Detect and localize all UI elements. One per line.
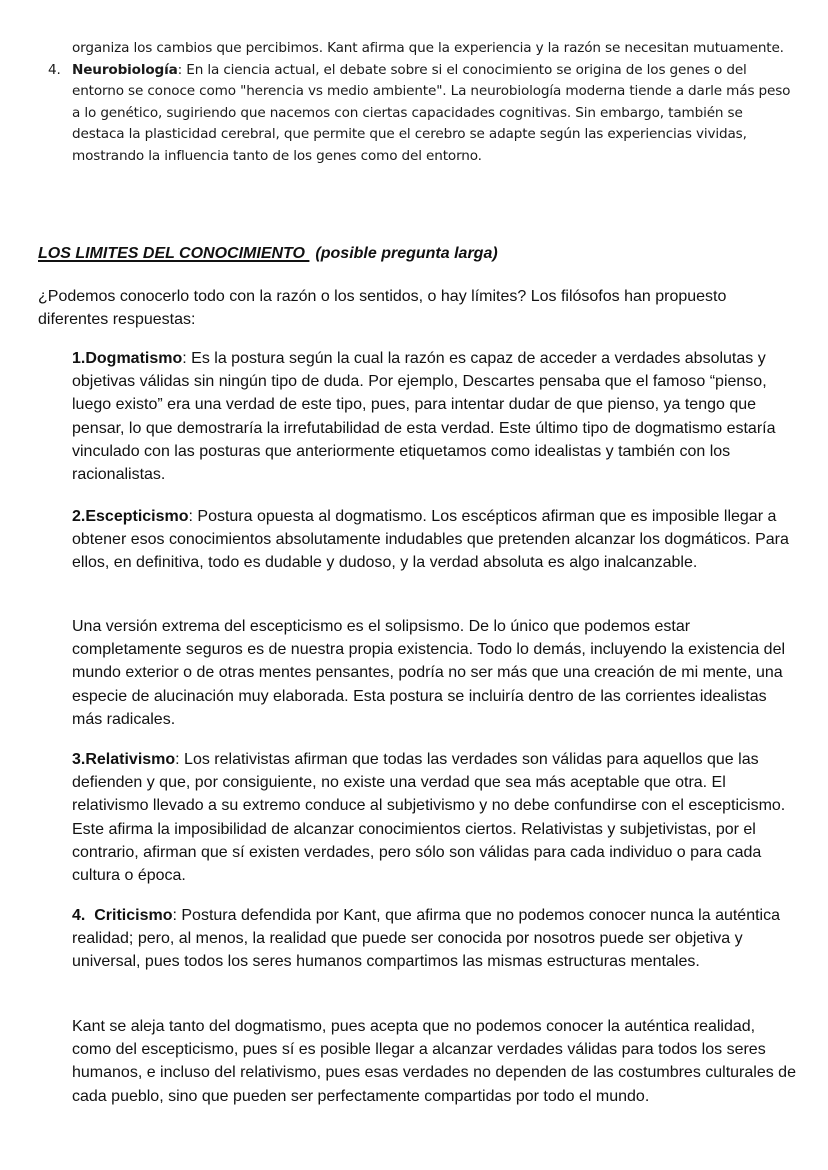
paragraph-text: : Es la postura según la cual la razón es capaz de acceder a verdades absolutas y objetivas válidas sin ningún tipo de duda. Por ejemplo, Descartes pensaba que el famoso “pienso, luego existo” era una verdad de este tipo, pues, para intentar dudar de que pienso, ya tengo que pensar, lo que demostraría la irrefutabilidad de esta verdad. Este último tipo de dogmatismo estaría vinculado con las posturas que anteriormente etiquetamos como idealistas y también con los racionalistas. <box>72 350 776 484</box>
paragraph-text: Una versión extrema del escepticismo es el solipsismo. De lo único que podemos estar completamente seguros es de nuestra propia existencia. Todo lo demás, incluyendo la existencia del mundo exterior o de otras mentes pensantes, podría no ser más que una creación de mi mente, una especie de alucinación muy elaborada. Esta postura se incluiría dentro de las corrientes idealistas más radicales. <box>72 618 786 728</box>
paragraph-text: Kant se aleja tanto del dogmatismo, pues acepta que no podemos conocer la auténtica realidad, como del escepticismo, pues sí es posible llegar a alcanzar verdades válidas para todos los seres humanos, e incluso del relativismo, pues esas verdades no dependen de las costumbres culturales de cada pueblo, sino que pueden ser perfectamente compartidas por todo el mundo. <box>72 1018 796 1105</box>
list-item-term: Neurobiología <box>72 61 178 78</box>
list-continuation-text: organiza los cambios que percibimos. Kant afirma que la experiencia y la razón se necesitan mutuamente. <box>72 40 784 56</box>
paragraph-term: 3.Relativismo <box>72 751 176 768</box>
paragraph-term: 1.Dogmatismo <box>72 350 183 367</box>
section-note: (posible pregunta larga) <box>315 245 498 262</box>
paragraph-text: : Los relativistas afirman que todas las verdades son válidas para aquellos que las defienden y que, por consiguiente, no existe una verdad que sea más aceptable que otra. El relativismo llevado a su extremo conduce al subjetivismo y no debe confundirse con el escepticismo. Este afirma la imposibilidad de alcanzar conocimientos ciertos. Relativistas y subjetivistas, por el contrario, afirman que sí existen verdades, pero sólo son válidas para cada individuo o para cada cultura o época. <box>72 751 786 885</box>
paragraph-text: : Postura opuesta al dogmatismo. Los escépticos afirman que es imposible llegar a obtener esos conocimientos absolutamente indudables que pretenden alcanzar los dogmáticos. Para ellos, en definitiva, todo es dudable y dudoso, y la verdad absoluta es algo inalcanzable. <box>72 508 789 572</box>
paragraph-text: : Postura defendida por Kant, que afirma que no podemos conocer nunca la auténtica realidad; pero, al menos, la realidad que puede ser conocida por nosotros puede ser objetiva y universal, pues todos los seres humanos compartimos las mismas estructuras mentales. <box>72 907 780 971</box>
list-item-text: : En la ciencia actual, el debate sobre si el conocimiento se origina de los genes o del entorno se conoce como "herencia vs medio ambiente". La neurobiología moderna tiende a darle más peso a lo genético, sugiriendo que nacemos con ciertas capacidades cognitivas. Sin embargo, también se destaca la plasticidad cerebral, que permite que el cerebro se adapte según las experiencias vividas, mostrando la influencia tanto de los genes como del entorno. <box>72 61 791 164</box>
paragraph-term: 2.Escepticismo <box>72 508 189 525</box>
section-intro: ¿Podemos conocerlo todo con la razón o los sentidos, o hay límites? Los filósofos han propuesto diferentes respuestas: <box>38 288 727 328</box>
numbered-list <box>38 38 798 167</box>
paragraph-dogmatismo <box>72 347 797 486</box>
paragraph-criticismo <box>72 904 797 974</box>
paragraph-term: 4. Criticismo <box>72 907 173 924</box>
section-heading <box>38 245 498 263</box>
list-item-number: 4. <box>48 61 61 78</box>
paragraph-kant-conclusion <box>72 1015 797 1108</box>
section-title: LOS LIMITES DEL CONOCIMIENTO <box>38 245 310 262</box>
paragraph-escepticismo <box>72 505 797 575</box>
paragraph-solipsismo <box>72 615 797 731</box>
list-item-neurobiologia <box>38 60 798 168</box>
paragraph-relativismo <box>72 748 797 887</box>
